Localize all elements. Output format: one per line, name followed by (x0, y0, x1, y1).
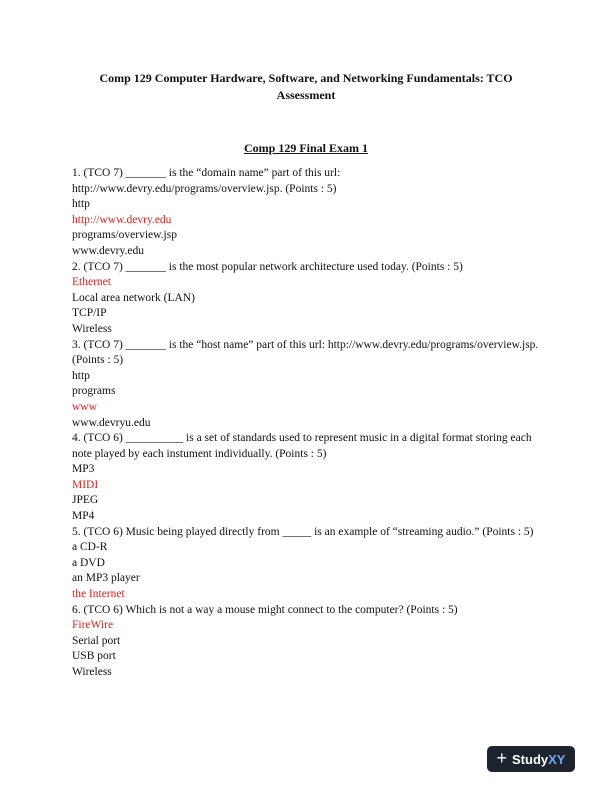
q2-option-2: Local area network (LAN) (72, 291, 195, 304)
q5-option-1: a CD-R (72, 541, 108, 554)
question-2: 2. (TCO 7) _______ is the most popular network architecture used today. (Points : 5) (72, 260, 463, 273)
q1-option-4: www.devry.edu (72, 244, 144, 257)
q1-option-1: http (72, 198, 90, 211)
question-5: 5. (TCO 6) Music being played directly from _____ is an example of “streaming audio.” (Points : 5) (72, 525, 534, 538)
q4-option-3: JPEG (72, 494, 99, 507)
q4-option-4: MP4 (72, 510, 95, 523)
document-title: Comp 129 Computer Hardware, Software, and Networking Fundamentals: TCO Assessment (99, 71, 513, 102)
q6-option-1-correct: FireWire (72, 619, 114, 632)
logo-brand-suffix: XY (548, 751, 566, 767)
q5-option-2: a DVD (72, 556, 105, 569)
question-1: 1. (TCO 7) _______ is the “domain name” part of this url: http://www.devry.edu/programs/overview.jsp. (Points : 5) (72, 167, 341, 195)
q5-option-3: an MP3 player (72, 572, 140, 585)
q3-option-1: http (72, 369, 90, 382)
questions-list (72, 166, 542, 681)
q5-option-4-correct: the Internet (72, 588, 125, 601)
q6-option-4: Wireless (72, 666, 112, 678)
q6-option-2: Serial port (72, 634, 121, 647)
question-4: 4. (TCO 6) __________ is a set of standards used to represent music in a digital format storing each note played by each instument individually. (Points : 5) (72, 432, 532, 460)
q3-option-3-correct: www (72, 400, 97, 413)
q1-option-2-correct: http://www.devry.edu (72, 213, 172, 226)
q4-option-2-correct: MIDI (72, 478, 99, 491)
plus-icon: + (496, 748, 508, 768)
q4-option-1: MP3 (72, 463, 95, 476)
q2-option-4: Wireless (72, 322, 112, 335)
logo-text (512, 752, 565, 767)
q6-option-3: USB port (72, 650, 116, 663)
question-3: 3. (TCO 7) _______ is the “host name” part of this url: http://www.devry.edu/programs/overview.jsp. (Points : 5) (72, 338, 539, 367)
q1-option-3: programs/overview.jsp (72, 229, 177, 242)
q3-option-2: programs (72, 385, 116, 398)
studyxy-logo (487, 746, 575, 772)
q3-option-4: www.devryu.edu (72, 416, 151, 429)
q2-option-1-correct: Ethernet (72, 276, 111, 289)
question-6: 6. (TCO 6) Which is not a way a mouse might connect to the computer? (Points : 5) (72, 603, 458, 616)
exam-title: Comp 129 Final Exam 1 (243, 141, 368, 155)
q2-option-3: TCP/IP (72, 307, 107, 320)
logo-brand: Study (512, 751, 549, 767)
